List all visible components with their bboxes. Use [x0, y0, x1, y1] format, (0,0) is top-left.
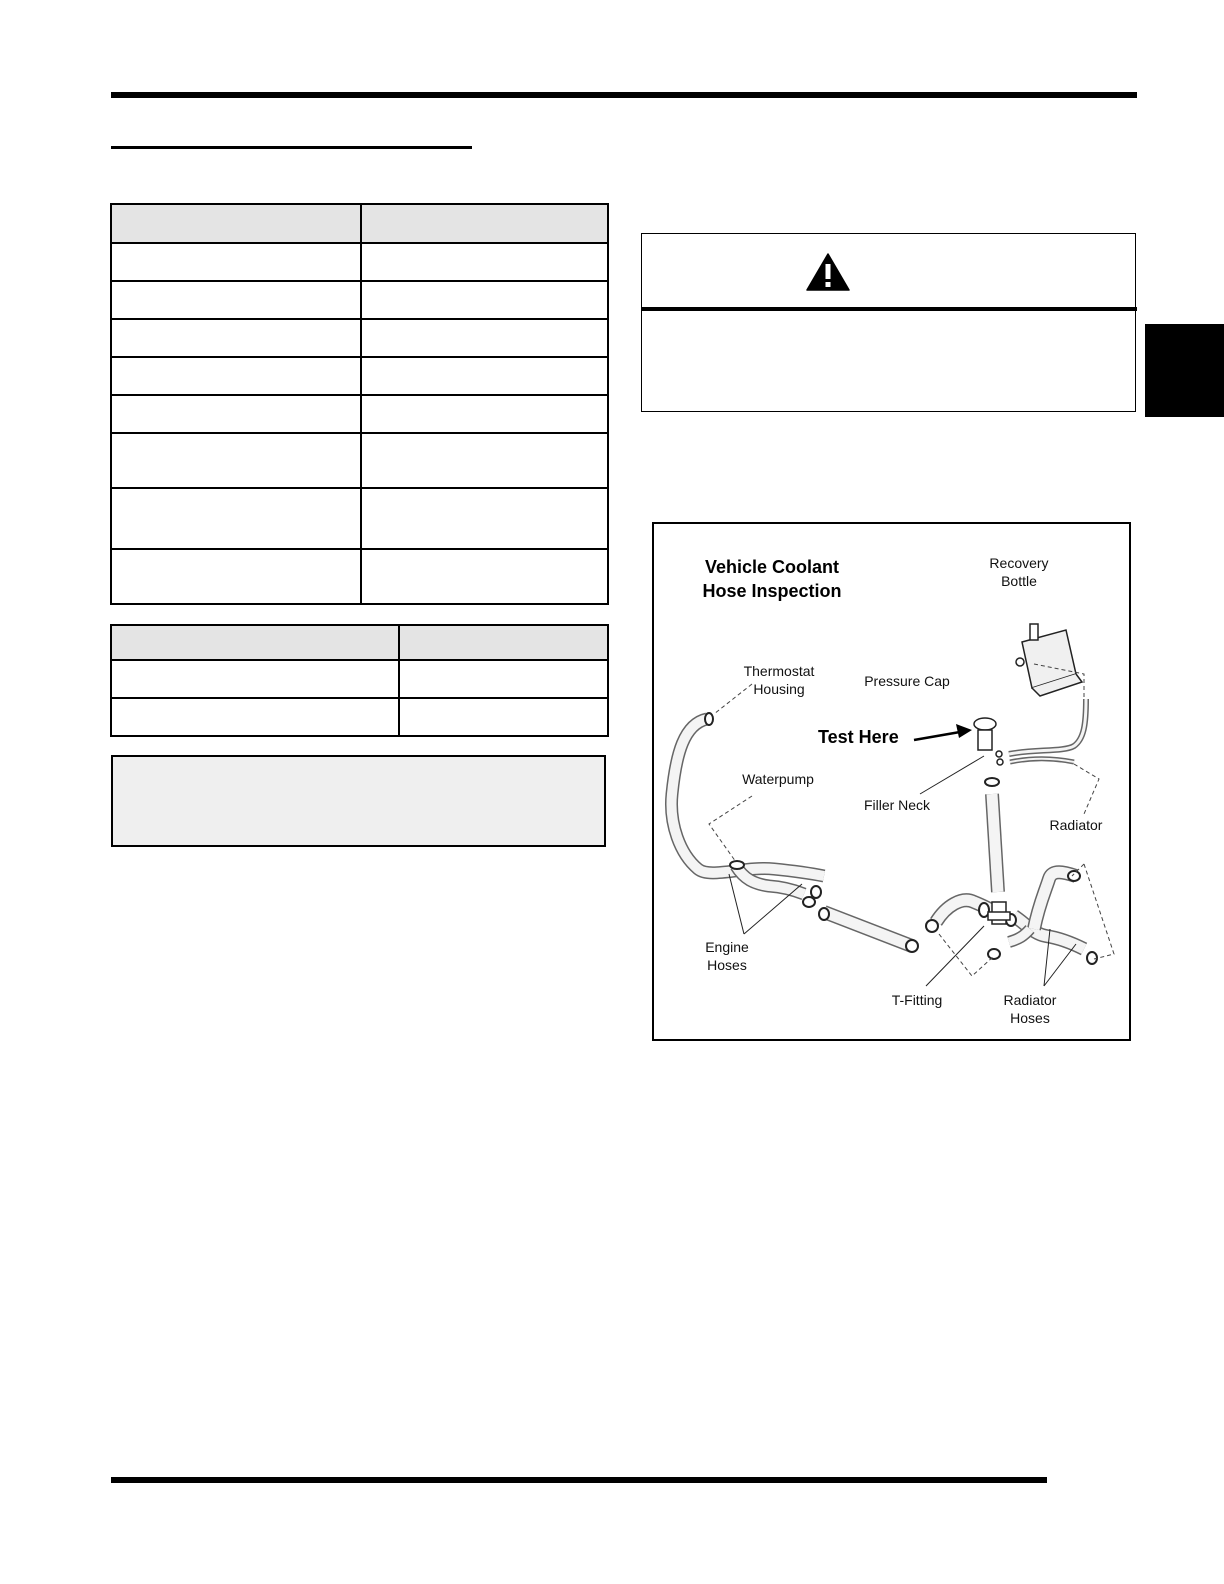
- table-row: [111, 433, 608, 488]
- warning-divider: [641, 307, 1137, 311]
- table-row: [111, 698, 608, 736]
- footer-rule: [111, 1477, 1047, 1483]
- label-radiator-hoses: Radiator Hoses: [1003, 992, 1057, 1026]
- table-row: [111, 660, 608, 698]
- warning-box: [641, 233, 1136, 412]
- table-row: [111, 395, 608, 433]
- label-pressure-cap: Pressure Cap: [864, 673, 950, 689]
- table-row: [111, 488, 608, 549]
- label-thermostat-housing: Thermostat Housing: [743, 663, 815, 697]
- header-rule: [111, 92, 1137, 98]
- table-row: [111, 357, 608, 395]
- table-header-row: [111, 204, 608, 243]
- spec-table-1: [110, 203, 609, 605]
- warning-triangle-icon: [806, 253, 850, 291]
- label-waterpump: Waterpump: [742, 771, 814, 787]
- label-t-fitting: T-Fitting: [891, 992, 943, 1008]
- chapter-side-tab: [1145, 324, 1224, 417]
- table-row: [111, 243, 608, 281]
- label-filler-neck: Filler Neck: [863, 797, 931, 813]
- table-header-row: [111, 625, 608, 660]
- label-engine-hoses: Engine Hoses: [705, 939, 749, 973]
- table-row: [111, 281, 608, 319]
- coolant-hose-figure: [652, 522, 1131, 1041]
- table-row: [111, 549, 608, 604]
- label-test-here: Test Here: [818, 727, 899, 747]
- label-recovery-bottle: Recovery Bottle: [989, 555, 1049, 589]
- figure-title: Vehicle Coolant Hose Inspection: [702, 557, 842, 601]
- spec-table-2: [110, 624, 609, 737]
- note-box: [111, 755, 606, 847]
- label-radiator: Radiator: [1049, 817, 1103, 833]
- table-row: [111, 319, 608, 357]
- section-heading-underline: [111, 146, 472, 149]
